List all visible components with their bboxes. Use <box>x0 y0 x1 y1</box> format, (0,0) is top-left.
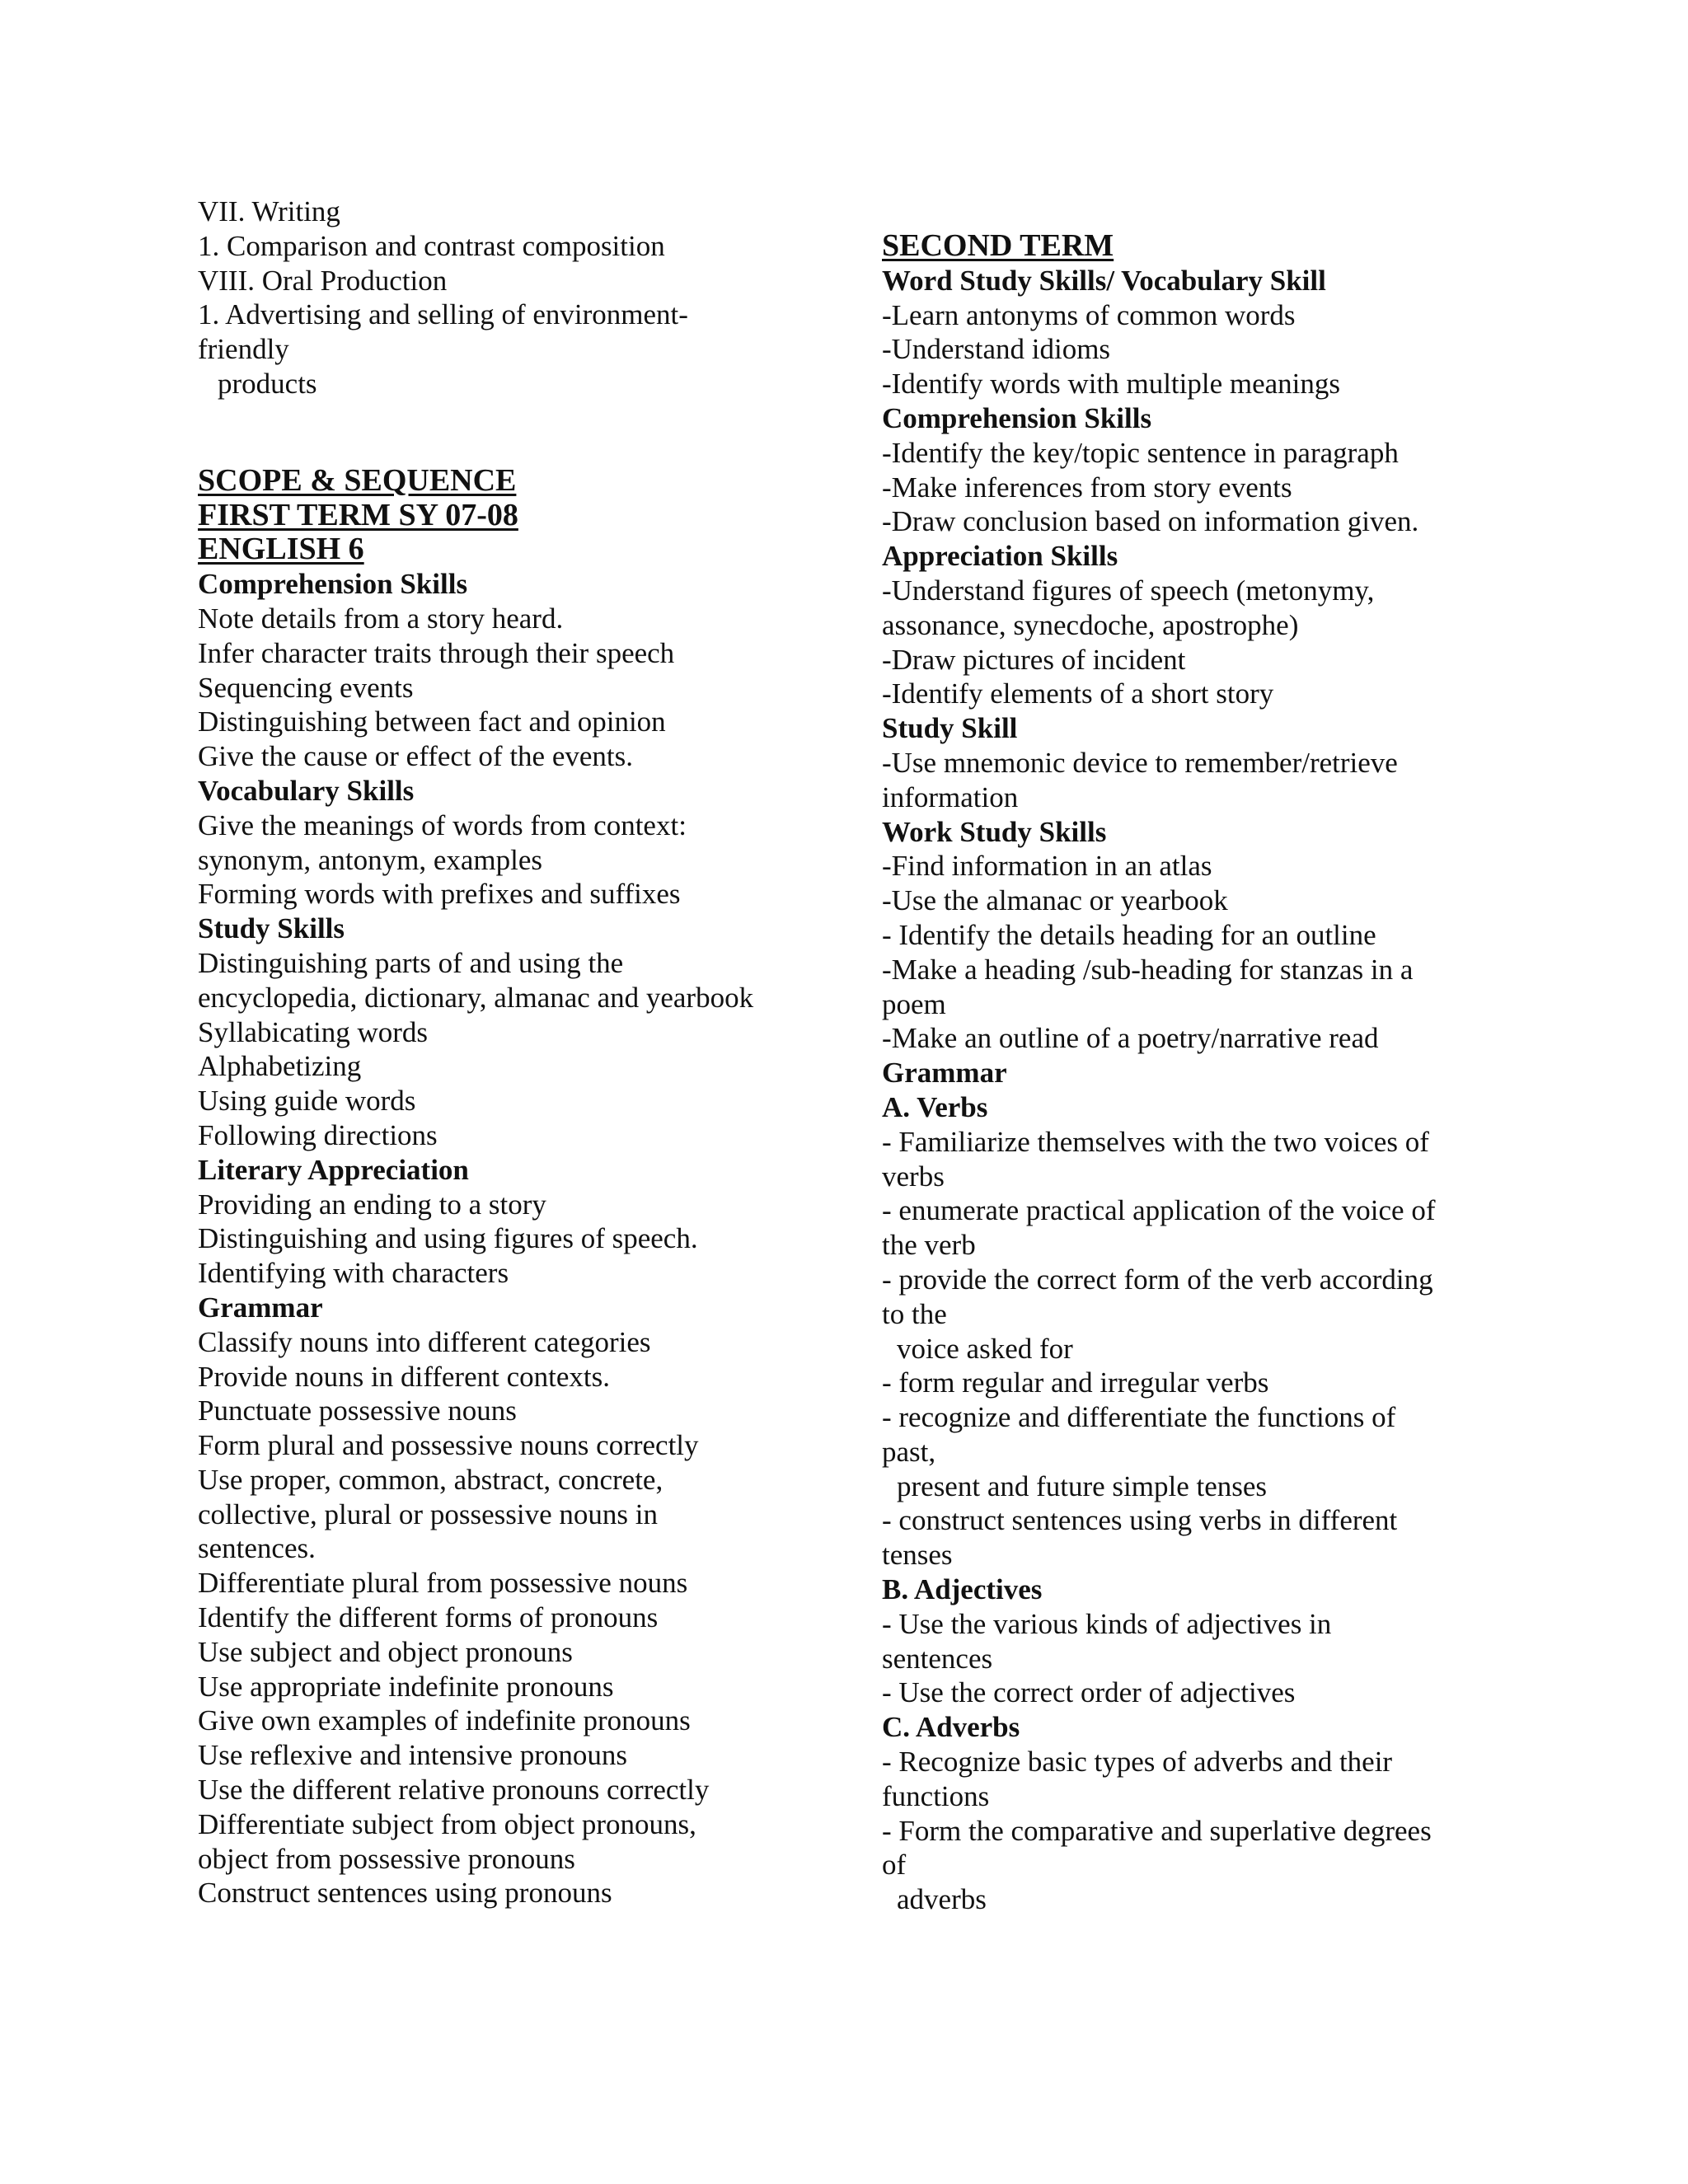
list-item: -Identify the key/topic sentence in paragraph <box>882 436 1399 469</box>
list-item: sentences. <box>198 1532 316 1565</box>
list-item: present and future simple tenses <box>897 1469 1268 1502</box>
list-item: - form regular and irregular verbs <box>882 1366 1269 1399</box>
list-item: -Identify words with multiple meanings <box>882 368 1341 401</box>
list-item: adverbs <box>897 1883 987 1916</box>
list-item: functions <box>882 1779 990 1812</box>
list-item: collective, plural or possessive nouns in <box>198 1497 658 1530</box>
list-item: Provide nouns in different contexts. <box>198 1360 610 1393</box>
list-item: encyclopedia, dictionary, almanac and yearbook <box>198 981 754 1014</box>
list-item: Forming words with prefixes and suffixes <box>198 878 681 911</box>
list-item: -Make an outline of a poetry/narrative read <box>882 1022 1379 1055</box>
list-item: Syllabicating words <box>198 1015 428 1048</box>
section-title: Comprehension Skills <box>198 568 468 601</box>
list-item: Use subject and object pronouns <box>198 1635 573 1668</box>
list-item: synonym, antonym, examples <box>198 843 543 876</box>
section-title: Work Study Skills <box>882 815 1107 848</box>
list-item: Providing an ending to a story <box>198 1188 546 1221</box>
list-item: Use reflexive and intensive pronouns <box>198 1739 627 1772</box>
list-item: -Understand figures of speech (metonymy, <box>882 574 1375 607</box>
section-title: Word Study Skills/ Vocabulary Skill <box>882 264 1326 297</box>
subject-heading: ENGLISH 6 <box>198 532 364 567</box>
list-item: Use the different relative pronouns correctly <box>198 1774 710 1807</box>
text-line: VII. Writing <box>198 195 340 227</box>
subsection-title: A. Verbs <box>882 1090 988 1123</box>
list-item: -Use the almanac or yearbook <box>882 884 1228 917</box>
right-column <box>882 229 1475 1917</box>
list-item: Give own examples of indefinite pronouns <box>198 1704 691 1737</box>
section-title: Study Skills <box>198 912 345 945</box>
list-item: sentences <box>882 1642 993 1675</box>
section-title: Comprehension Skills <box>882 401 1152 434</box>
section-title: Grammar <box>198 1291 323 1324</box>
term-heading: FIRST TERM SY 07-08 <box>198 497 518 532</box>
list-item: Using guide words <box>198 1085 416 1118</box>
list-item: - provide the correct form of the verb according <box>882 1263 1433 1296</box>
list-item: Distinguishing and using figures of speech. <box>198 1222 698 1255</box>
text-line: VIII. Oral Production <box>198 264 448 297</box>
section-title: Grammar <box>882 1057 1007 1090</box>
list-item: past, <box>882 1435 936 1468</box>
list-item: Alphabetizing <box>198 1050 362 1083</box>
section-title: Literary Appreciation <box>198 1153 469 1186</box>
text-line: products <box>218 367 317 400</box>
list-item: Identifying with characters <box>198 1257 509 1290</box>
list-item: Use appropriate indefinite pronouns <box>198 1670 614 1703</box>
text-line: 1. Advertising and selling of environment- <box>198 298 688 331</box>
list-item: Distinguishing between fact and opinion <box>198 705 666 738</box>
subsection-title: B. Adjectives <box>882 1573 1043 1606</box>
spacer <box>198 401 808 464</box>
list-item: Note details from a story heard. <box>198 602 564 635</box>
list-item: Sequencing events <box>198 671 414 704</box>
list-item: -Draw conclusion based on information given. <box>882 505 1419 538</box>
list-item: Give the meanings of words from context: <box>198 808 687 841</box>
list-item: Following directions <box>198 1118 438 1151</box>
list-item: tenses <box>882 1539 953 1572</box>
list-item: Infer character traits through their speech <box>198 636 675 669</box>
list-item: object from possessive pronouns <box>198 1842 575 1875</box>
list-item: Classify nouns into different categories <box>198 1325 651 1358</box>
list-item: the verb <box>882 1229 976 1262</box>
list-item: - recognize and differentiate the functions of <box>882 1401 1396 1434</box>
list-item: Differentiate subject from object pronouns, <box>198 1807 696 1840</box>
section-title: Appreciation Skills <box>882 540 1118 573</box>
section-title: Study Skill <box>882 712 1018 745</box>
list-item: - Identify the details heading for an outline <box>882 918 1376 951</box>
list-item: -Make inferences from story events <box>882 471 1292 504</box>
list-item: Construct sentences using pronouns <box>198 1877 612 1910</box>
list-item: - Recognize basic types of adverbs and their <box>882 1746 1393 1779</box>
list-item: - enumerate practical application of the voice of <box>882 1194 1436 1227</box>
list-item: Form plural and possessive nouns correctly <box>198 1429 699 1462</box>
list-item: - construct sentences using verbs in different <box>882 1504 1398 1537</box>
second-term-heading: SECOND TERM <box>882 228 1114 263</box>
list-item: assonance, synecdoche, apostrophe) <box>882 608 1299 641</box>
section-title: Vocabulary Skills <box>198 774 415 807</box>
list-item: information <box>882 780 1019 813</box>
list-item: Punctuate possessive nouns <box>198 1394 517 1427</box>
scope-heading: SCOPE & SEQUENCE <box>198 462 517 498</box>
list-item: - Use the correct order of adjectives <box>882 1676 1296 1709</box>
list-item: Identify the different forms of pronouns <box>198 1601 659 1634</box>
left-column <box>198 194 808 1910</box>
list-item: - Form the comparative and superlative degrees <box>882 1814 1432 1847</box>
list-item: -Find information in an atlas <box>882 850 1212 883</box>
list-item: -Make a heading /sub-heading for stanzas in a <box>882 953 1414 986</box>
text-line: 1. Comparison and contrast composition <box>198 229 665 262</box>
list-item: poem <box>882 987 946 1020</box>
list-item: -Identify elements of a short story <box>882 677 1274 710</box>
list-item: Give the cause or effect of the events. <box>198 740 634 773</box>
list-item: -Learn antonyms of common words <box>882 298 1296 331</box>
list-item: -Draw pictures of incident <box>882 643 1186 676</box>
list-item: - Familiarize themselves with the two voices of <box>882 1125 1429 1158</box>
list-item: to the <box>882 1297 947 1330</box>
text-line: friendly <box>198 333 289 366</box>
list-item: of <box>882 1849 907 1882</box>
subsection-title: C. Adverbs <box>882 1711 1020 1744</box>
list-item: voice asked for <box>897 1332 1073 1365</box>
list-item: Use proper, common, abstract, concrete, <box>198 1463 663 1496</box>
list-item: verbs <box>882 1160 945 1193</box>
list-item: Distinguishing parts of and using the <box>198 946 624 979</box>
list-item: -Use mnemonic device to remember/retrieve <box>882 746 1398 779</box>
list-item: - Use the various kinds of adjectives in <box>882 1607 1332 1640</box>
list-item: Differentiate plural from possessive nouns <box>198 1567 688 1600</box>
list-item: -Understand idioms <box>882 333 1111 366</box>
